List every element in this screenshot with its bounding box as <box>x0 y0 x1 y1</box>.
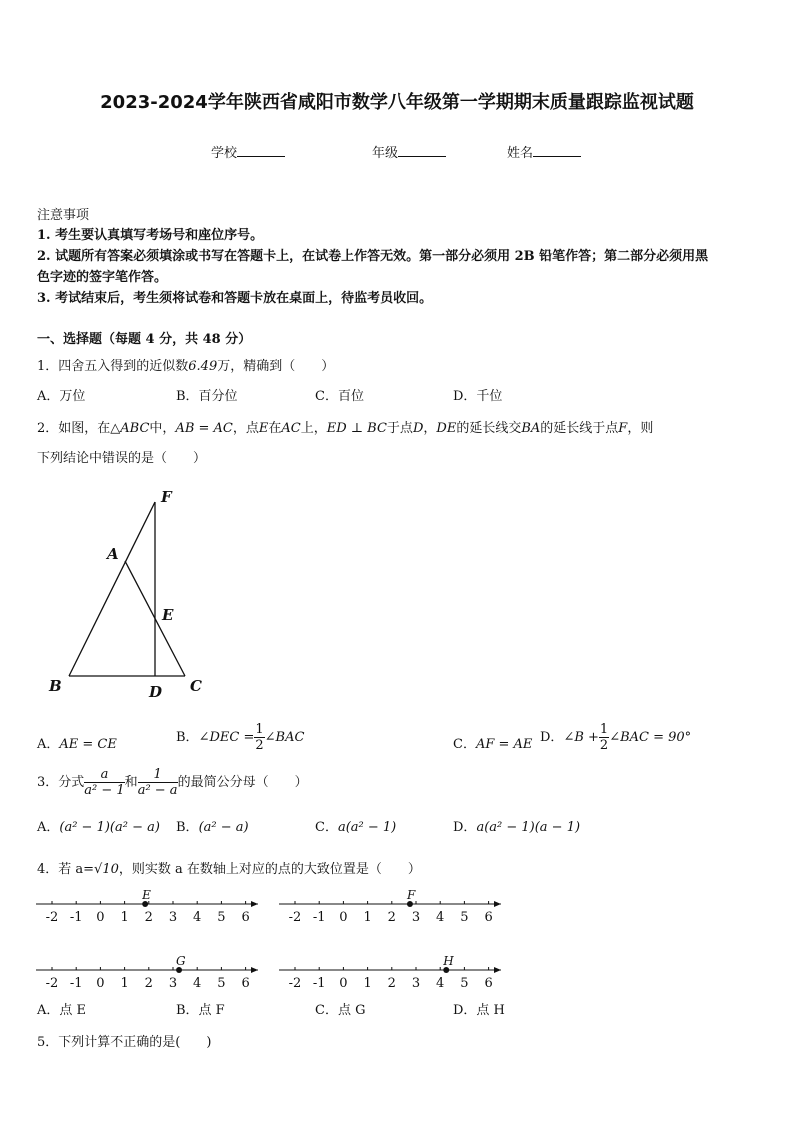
q3-option-d <box>453 816 580 835</box>
q2-option-a-expr: AE = CE <box>59 737 117 752</box>
q2-math: ED ⊥ BC <box>326 421 387 436</box>
school-blank <box>237 144 285 157</box>
name-blank <box>533 144 581 157</box>
number-line-tick-label: 3 <box>411 976 421 991</box>
fraction-numerator: 1 <box>255 722 264 737</box>
q3-stem-b: 的最简公分母（ ） <box>177 775 308 790</box>
fraction-half <box>599 722 609 753</box>
fraction-1 <box>84 767 124 798</box>
label-f: F <box>161 488 172 506</box>
q3-option-expr: (a² − a) <box>198 820 249 835</box>
triangle-figure <box>40 485 220 705</box>
q2-math: BA <box>521 421 541 436</box>
number-line-tick-label: -2 <box>45 976 59 991</box>
q2-text: 2．如图，在 <box>37 421 111 436</box>
q2-option-d <box>540 722 691 753</box>
number-line-tick-label: 5 <box>217 976 226 991</box>
q2-text: 的延长线交 <box>456 421 522 436</box>
fraction-2 <box>138 767 178 798</box>
number-line-tick-label: 2 <box>387 910 396 925</box>
fraction-denominator: 2 <box>599 738 609 753</box>
q2-text: 在 <box>268 421 282 436</box>
q2-text: 中， <box>149 421 176 436</box>
exam-title: 2023-2024学年陕西省咸阳市数学八年级第一学期期末质量跟踪监视试题 <box>100 92 694 113</box>
question-2-stem <box>37 417 653 436</box>
arrow-right-icon <box>494 901 501 907</box>
q1-option-b: B．百分位 <box>176 389 238 404</box>
note-item: 色字迹的签字笔作答。 <box>37 270 168 285</box>
q2-stem-line2: 下列结论中错误的是（ ） <box>37 451 207 466</box>
q3-option-b <box>176 816 249 835</box>
number-line-tick-label: 5 <box>460 976 469 991</box>
point-h-label: H <box>443 954 454 968</box>
q4-root: √10 <box>94 862 119 877</box>
q3-option-label: C． <box>315 820 338 835</box>
number-line-tick-label: 2 <box>144 976 153 991</box>
number-line-g <box>30 948 270 993</box>
name-field <box>507 142 581 161</box>
notes-heading: 注意事项 <box>37 208 90 223</box>
number-line-tick-label: -1 <box>69 910 83 925</box>
q1-option-c: C．百位 <box>315 389 364 404</box>
q4-stem-b: ，则实数 a 在数轴上对应的点的大致位置是（ ） <box>118 862 421 877</box>
q2-text: 的延长线于点 <box>540 421 619 436</box>
number-line-tick-label: 0 <box>339 910 348 925</box>
q4-stem-a: 4．若 a= <box>37 862 95 877</box>
q3-option-expr: (a² − 1)(a² − a) <box>59 820 160 835</box>
fraction-denominator: 2 <box>255 738 264 753</box>
fraction-denominator: a² − 1 <box>84 783 125 798</box>
number-line-tick-label: 4 <box>193 910 202 925</box>
number-line-tick-label: 1 <box>120 910 129 925</box>
q3-option-label: B． <box>176 820 199 835</box>
number-line-tick-label: 1 <box>120 976 129 991</box>
number-line-tick-label: 3 <box>168 976 178 991</box>
arrow-right-icon <box>251 901 258 907</box>
q2-math: △ABC <box>110 421 150 436</box>
question-1-stem <box>37 355 334 374</box>
number-line-h <box>273 948 513 993</box>
q2-math: DE <box>436 421 457 436</box>
q2-math: E <box>258 421 269 436</box>
q3-option-label: D． <box>453 820 477 835</box>
number-line-tick-label: 0 <box>96 910 105 925</box>
point-f-label: F <box>406 888 416 902</box>
number-line-tick-label: -2 <box>288 976 302 991</box>
q1-number: 6.49 <box>188 359 218 374</box>
arrow-right-icon <box>494 967 501 973</box>
section-heading: 一、选择题（每题 4 分，共 48 分） <box>37 332 252 347</box>
number-line-tick-label: 4 <box>193 976 202 991</box>
q3-option-expr: a(a² − 1) <box>337 820 397 835</box>
q2-option-d-expr: ∠BAC = 90° <box>609 730 692 745</box>
number-line-tick-label: 4 <box>436 976 445 991</box>
grade-blank <box>398 144 446 157</box>
question-4-stem <box>37 858 421 877</box>
q2-option-c-label: C． <box>453 737 476 752</box>
q2-option-c <box>453 733 532 752</box>
school-field <box>211 142 285 161</box>
fraction-half <box>254 722 264 753</box>
q1-stem-a: 1．四舍五入得到的近似数 <box>37 359 189 374</box>
q2-text: 上， <box>300 421 327 436</box>
note-item: 3. 考试结束后，考生须将试卷和答题卡放在桌面上，待监考员收回。 <box>37 291 433 306</box>
number-line-tick-label: 5 <box>217 910 226 925</box>
q2-option-d-expr: ∠B + <box>563 730 599 745</box>
note-item: 2. 试题所有答案必须填涂或书写在答题卡上，在试卷上作答无效。第一部分必须用 2B 铅笔作答；第二部分必须用黑 <box>37 249 709 264</box>
question-5-stem: 5．下列计算不正确的是( ) <box>37 1035 212 1050</box>
q2-math: D <box>412 421 424 436</box>
point-g-label: G <box>176 954 186 968</box>
number-line-tick-label: 3 <box>411 910 421 925</box>
number-line-tick-label: 5 <box>460 910 469 925</box>
fraction-denominator: a² − a <box>137 783 178 798</box>
q2-option-b-expr: ∠BAC <box>264 730 305 745</box>
label-d: D <box>149 683 163 701</box>
number-line-tick-label: 1 <box>363 910 372 925</box>
number-line-tick-label: -2 <box>288 910 302 925</box>
number-line-tick-label: -1 <box>312 910 326 925</box>
school-label: 学校 <box>211 146 238 161</box>
q2-option-b-expr: ∠DEC = <box>198 730 255 745</box>
q1-stem-b: 万，精确到（ ） <box>217 359 335 374</box>
number-line-tick-label: -1 <box>312 976 326 991</box>
q2-option-a-label: A． <box>37 737 60 752</box>
q2-text: ，则 <box>627 421 654 436</box>
number-line-tick-label: 2 <box>387 976 396 991</box>
point-e-label: E <box>142 888 151 902</box>
q2-option-d-label: D． <box>540 730 564 745</box>
fraction-numerator: 1 <box>138 767 178 783</box>
q1-option-d: D．千位 <box>453 389 503 404</box>
fraction-numerator: 1 <box>599 722 609 737</box>
q4-option-d: D．点 H <box>453 1003 505 1018</box>
number-line-tick-label: 1 <box>363 976 372 991</box>
label-e: E <box>162 606 174 624</box>
number-line-tick-label: -2 <box>45 910 59 925</box>
q1-option-a: A．万位 <box>37 389 86 404</box>
q2-option-a <box>37 733 117 752</box>
fraction-numerator: a <box>84 767 124 783</box>
label-a: A <box>107 545 119 563</box>
number-line-f <box>273 882 513 927</box>
q3-option-c <box>315 816 396 835</box>
q2-option-b <box>176 722 304 753</box>
q4-option-c: C．点 G <box>315 1003 366 1018</box>
q3-option-a <box>37 816 160 835</box>
number-line-tick-label: -1 <box>69 976 83 991</box>
q2-math: AC <box>281 421 301 436</box>
note-item: 1. 考生要认真填写考场号和座位序号。 <box>37 228 264 243</box>
q4-option-a: A．点 E <box>37 1003 87 1018</box>
name-label: 姓名 <box>507 146 534 161</box>
number-line-tick-label: 6 <box>241 910 250 925</box>
q3-option-label: A． <box>37 820 60 835</box>
q2-math: F <box>618 421 628 436</box>
number-line-tick-label: 4 <box>436 910 445 925</box>
number-line-e <box>30 882 270 927</box>
grade-field <box>372 142 446 161</box>
segment-bf <box>69 502 155 676</box>
q3-option-expr: a(a² − 1)(a − 1) <box>476 820 581 835</box>
q3-stem-and: 和 <box>124 775 138 790</box>
q3-stem-a: 3．分式 <box>37 775 85 790</box>
number-line-tick-label: 6 <box>484 976 493 991</box>
label-c: C <box>190 677 202 695</box>
number-line-tick-label: 2 <box>144 910 153 925</box>
q2-option-b-label: B． <box>176 730 199 745</box>
q2-text: ，点 <box>232 421 259 436</box>
q2-math: AB = AC <box>175 421 233 436</box>
label-b: B <box>49 677 62 695</box>
number-line-tick-label: 6 <box>484 910 493 925</box>
q2-text: 于点 <box>386 421 413 436</box>
grade-label: 年级 <box>372 146 399 161</box>
q2-text: ， <box>423 421 437 436</box>
number-line-tick-label: 3 <box>168 910 178 925</box>
number-line-tick-label: 6 <box>241 976 250 991</box>
q2-option-c-expr: AF = AE <box>475 737 533 752</box>
q4-option-b: B．点 F <box>176 1003 225 1018</box>
number-line-tick-label: 0 <box>339 976 348 991</box>
question-3-stem <box>37 767 308 798</box>
number-line-tick-label: 0 <box>96 976 105 991</box>
arrow-right-icon <box>251 967 258 973</box>
